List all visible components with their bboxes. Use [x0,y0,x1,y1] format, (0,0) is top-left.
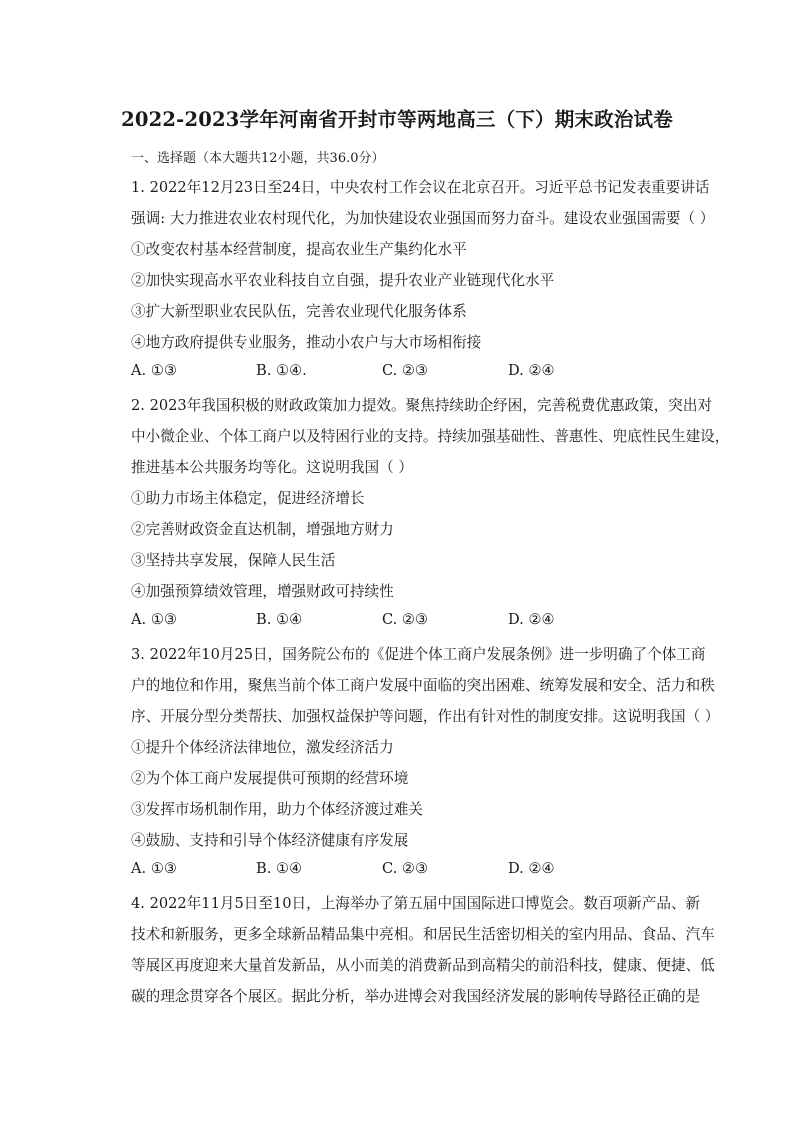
page-title: 2022-2023学年河南省开封市等两地高三（下）期末政治试卷 [121,108,673,131]
question-2-option-a[interactable]: A. ①③ [131,611,177,628]
question-1-item-2: ②加快实现高水平农业科技自立自强，提升农业产业链现代化水平 [131,272,555,289]
question-2-item-2: ②完善财政资金直达机制，增强地方财力 [131,521,394,538]
question-3-item-2: ②为个体工商户发展提供可预期的经营环境 [131,770,409,787]
question-2-stem-line-2: 中小微企业、个体工商户以及特困行业的支持。持续加强基础性、普惠性、兜底性民生建设， [131,428,730,445]
question-2-item-3: ③坚持共享发展，保障人民生活 [131,552,336,569]
question-3-item-1: ①提升个体经济法律地位，激发经济活力 [131,739,394,756]
question-2-option-c[interactable]: C. ②③ [382,611,429,628]
question-3-stem-line-1: 3. 2022年10月25日，国务院公布的《促进个体工商户发展条例》进一步明确了个体工商 [131,646,706,663]
question-3-option-d[interactable]: D. ②④ [508,860,555,877]
question-4-stem-line-3: 等展区再度迎来大量首发新品，从小而美的消费新品到高精尖的前沿科技，健康、便捷、低 [131,957,715,974]
question-3-option-c[interactable]: C. ②③ [382,860,429,877]
question-3-stem-line-2: 户的地位和作用，聚焦当前个体工商户发展中面临的突出困难、统筹发展和安全、活力和秩 [131,677,715,694]
question-1-option-c[interactable]: C. ②③ [382,362,429,379]
question-3-stem-line-3: 序、开展分型分类帮扶、加强权益保护等问题，作出有针对性的制度安排。这说明我国（ ） [131,708,720,725]
question-4-stem-line-4: 碳的理念贯穿各个展区。据此分析，举办进博会对我国经济发展的影响传导路径正确的是 [131,988,701,1005]
question-1-item-1: ①改变农村基本经营制度，提高农业生产集约化水平 [131,241,467,258]
question-3-item-4: ④鼓励、支持和引导个体经济健康有序发展 [131,832,409,849]
question-2-stem-line-1: 2. 2023年我国积极的财政政策加力提效。聚焦持续助企纾困，完善税费优惠政策，突出对 [131,397,713,414]
section-heading: 一、选择题（本大题共12小题，共36.0分） [131,151,385,166]
question-3-option-a[interactable]: A. ①③ [131,860,177,877]
question-3-option-b[interactable]: B. ①④ [256,860,303,877]
question-2-item-1: ①助力市场主体稳定，促进经济增长 [131,490,365,507]
question-2-option-d[interactable]: D. ②④ [508,611,555,628]
question-1-item-4: ④地方政府提供专业服务，推动小农户与大市场相衔接 [131,334,482,351]
question-1-option-a[interactable]: A. ①③ [131,362,177,379]
question-1-stem-line-1: 1. 2022年12月23日至24日，中央农村工作会议在北京召开。习近平总书记发表重要讲话 [131,179,710,196]
question-4-stem-line-1: 4. 2022年11月5日至10日，上海举办了第五届中国国际进口博览会。数百项新产品、新 [131,895,701,912]
question-4-stem-line-2: 技术和新服务，更多全球新品精品集中亮相。和居民生活密切相关的室内用品、食品、汽车 [131,926,715,943]
question-1-option-d[interactable]: D. ②④ [508,362,555,379]
question-1-item-3: ③扩大新型职业农民队伍，完善农业现代化服务体系 [131,303,467,320]
question-2-item-4: ④加强预算绩效管理，增强财政可持续性 [131,583,394,600]
question-2-option-b[interactable]: B. ①④ [256,611,303,628]
question-3-item-3: ③发挥市场机制作用，助力个体经济渡过难关 [131,801,423,818]
question-1-option-b[interactable]: B. ①④. [256,362,307,379]
question-2-stem-line-3: 推进基本公共服务均等化。这说明我国（ ） [131,459,413,476]
question-1-stem-line-2: 强调: 大力推进农业农村现代化，为加快建设农业强国而努力奋斗。建设农业强国需要（ ） [131,210,715,227]
